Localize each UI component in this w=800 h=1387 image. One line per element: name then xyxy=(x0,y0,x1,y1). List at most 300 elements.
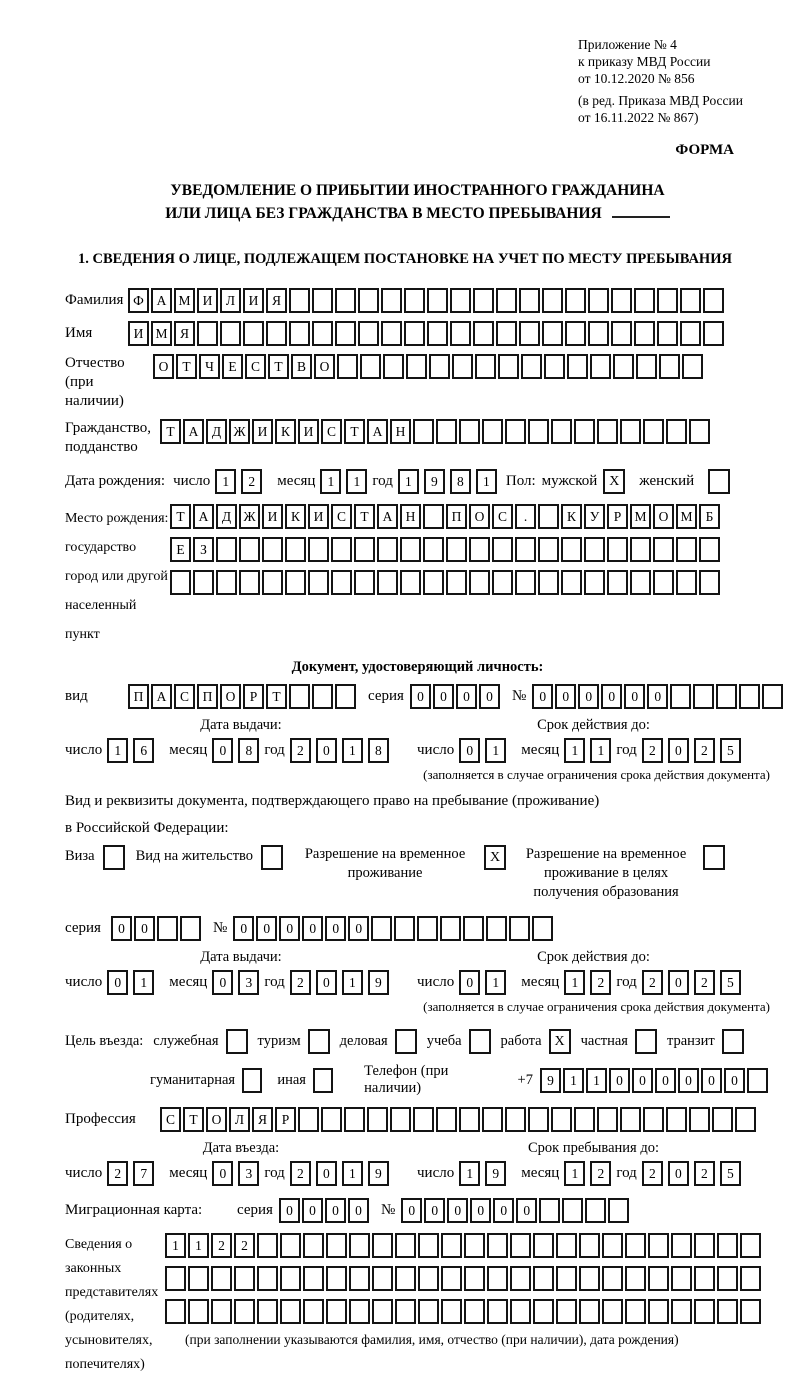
cell[interactable]: Т xyxy=(354,504,375,529)
cell[interactable] xyxy=(694,1299,715,1324)
cell[interactable]: 0 xyxy=(302,916,323,941)
cell[interactable]: Ж xyxy=(229,419,250,444)
cell[interactable] xyxy=(400,570,421,595)
cell[interactable]: 1 xyxy=(165,1233,186,1258)
cell[interactable] xyxy=(602,1266,623,1291)
cell[interactable] xyxy=(289,684,310,709)
cell[interactable]: 2 xyxy=(694,970,715,995)
cell[interactable] xyxy=(597,419,618,444)
purpose-work-checkbox[interactable]: X xyxy=(549,1029,571,1054)
cell[interactable]: 2 xyxy=(290,738,311,763)
cell[interactable]: К xyxy=(275,419,296,444)
sex-female-checkbox[interactable] xyxy=(708,469,730,494)
cell[interactable]: 2 xyxy=(234,1233,255,1258)
cell[interactable] xyxy=(608,1198,629,1223)
cell[interactable] xyxy=(440,916,461,941)
cell[interactable] xyxy=(740,1233,761,1258)
cell[interactable]: 0 xyxy=(609,1068,630,1093)
cell[interactable] xyxy=(188,1266,209,1291)
cell[interactable]: 1 xyxy=(563,1068,584,1093)
cell[interactable]: 0 xyxy=(456,684,477,709)
cell[interactable] xyxy=(533,1233,554,1258)
cell[interactable] xyxy=(528,1107,549,1132)
cell[interactable] xyxy=(193,570,214,595)
cell[interactable]: 1 xyxy=(342,738,363,763)
cell[interactable]: 1 xyxy=(564,1161,585,1186)
cell[interactable]: 0 xyxy=(279,916,300,941)
cell[interactable] xyxy=(349,1233,370,1258)
cell[interactable] xyxy=(354,537,375,562)
cell[interactable] xyxy=(331,570,352,595)
cell[interactable] xyxy=(562,1198,583,1223)
cell[interactable]: Т xyxy=(268,354,289,379)
cell[interactable]: Т xyxy=(266,684,287,709)
cell[interactable] xyxy=(243,321,264,346)
cell[interactable]: 1 xyxy=(107,738,128,763)
cell[interactable] xyxy=(561,570,582,595)
cell[interactable] xyxy=(280,1266,301,1291)
cell[interactable]: 1 xyxy=(590,738,611,763)
cell[interactable]: Ф xyxy=(128,288,149,313)
cell[interactable] xyxy=(418,1233,439,1258)
cell[interactable] xyxy=(377,570,398,595)
cell[interactable]: 2 xyxy=(590,1161,611,1186)
cell[interactable] xyxy=(427,321,448,346)
cell[interactable] xyxy=(551,419,572,444)
cell[interactable]: 1 xyxy=(459,1161,480,1186)
cell[interactable] xyxy=(285,570,306,595)
cell[interactable]: И xyxy=(298,419,319,444)
cell[interactable] xyxy=(308,537,329,562)
cell[interactable] xyxy=(565,288,586,313)
cell[interactable] xyxy=(395,1266,416,1291)
cell[interactable] xyxy=(289,288,310,313)
cell[interactable]: 2 xyxy=(642,970,663,995)
cell[interactable] xyxy=(643,419,664,444)
cell[interactable] xyxy=(657,321,678,346)
purpose-tourism-checkbox[interactable] xyxy=(308,1029,330,1054)
cell[interactable]: И xyxy=(262,504,283,529)
cell[interactable] xyxy=(337,354,358,379)
cell[interactable]: А xyxy=(151,288,172,313)
cell[interactable]: 0 xyxy=(256,916,277,941)
cell[interactable]: 0 xyxy=(459,738,480,763)
cell[interactable] xyxy=(331,537,352,562)
cell[interactable]: А xyxy=(367,419,388,444)
cell[interactable] xyxy=(335,684,356,709)
cell[interactable] xyxy=(157,916,178,941)
cell[interactable] xyxy=(170,570,191,595)
cell[interactable]: С xyxy=(174,684,195,709)
cell[interactable] xyxy=(404,288,425,313)
cell[interactable] xyxy=(394,916,415,941)
cell[interactable] xyxy=(475,354,496,379)
cell[interactable]: Е xyxy=(170,537,191,562)
cell[interactable]: 0 xyxy=(212,738,233,763)
cell[interactable] xyxy=(653,570,674,595)
cell[interactable]: З xyxy=(193,537,214,562)
cell[interactable]: 1 xyxy=(346,469,367,494)
cell[interactable]: 5 xyxy=(720,970,741,995)
cell[interactable] xyxy=(689,1107,710,1132)
cell[interactable] xyxy=(262,537,283,562)
cell[interactable]: 1 xyxy=(476,469,497,494)
cell[interactable]: 0 xyxy=(107,970,128,995)
cell[interactable] xyxy=(515,570,536,595)
cell[interactable] xyxy=(538,570,559,595)
cell[interactable] xyxy=(657,288,678,313)
cell[interactable]: С xyxy=(245,354,266,379)
cell[interactable]: 0 xyxy=(532,684,553,709)
cell[interactable]: 0 xyxy=(433,684,454,709)
cell[interactable] xyxy=(308,570,329,595)
cell[interactable] xyxy=(740,1266,761,1291)
cell[interactable] xyxy=(303,1233,324,1258)
cell[interactable]: 0 xyxy=(348,916,369,941)
cell[interactable] xyxy=(486,916,507,941)
cell[interactable] xyxy=(220,321,241,346)
cell[interactable] xyxy=(533,1266,554,1291)
cell[interactable] xyxy=(266,321,287,346)
cell[interactable] xyxy=(473,288,494,313)
cell[interactable] xyxy=(492,570,513,595)
cell[interactable] xyxy=(659,354,680,379)
cell[interactable]: 0 xyxy=(578,684,599,709)
cell[interactable] xyxy=(360,354,381,379)
cell[interactable] xyxy=(717,1266,738,1291)
cell[interactable]: А xyxy=(183,419,204,444)
cell[interactable] xyxy=(671,1266,692,1291)
purpose-humanitarian-checkbox[interactable] xyxy=(242,1068,262,1093)
cell[interactable]: 1 xyxy=(586,1068,607,1093)
cell[interactable]: 3 xyxy=(238,970,259,995)
cell[interactable] xyxy=(446,570,467,595)
cell[interactable] xyxy=(188,1299,209,1324)
cell[interactable] xyxy=(676,537,697,562)
cell[interactable] xyxy=(234,1299,255,1324)
cell[interactable] xyxy=(326,1299,347,1324)
cell[interactable] xyxy=(680,288,701,313)
cell[interactable] xyxy=(473,321,494,346)
cell[interactable]: 2 xyxy=(241,469,262,494)
cell[interactable]: 9 xyxy=(424,469,445,494)
cell[interactable] xyxy=(556,1299,577,1324)
cell[interactable] xyxy=(671,1299,692,1324)
cell[interactable] xyxy=(717,1299,738,1324)
cell[interactable] xyxy=(579,1233,600,1258)
cell[interactable]: 9 xyxy=(368,970,389,995)
cell[interactable] xyxy=(643,1107,664,1132)
sex-male-checkbox[interactable]: X xyxy=(603,469,625,494)
cell[interactable]: М xyxy=(676,504,697,529)
purpose-business-checkbox[interactable] xyxy=(395,1029,417,1054)
cell[interactable]: 5 xyxy=(720,1161,741,1186)
cell[interactable]: 1 xyxy=(564,970,585,995)
cell[interactable]: К xyxy=(285,504,306,529)
cell[interactable] xyxy=(165,1266,186,1291)
cell[interactable]: С xyxy=(160,1107,181,1132)
cell[interactable] xyxy=(620,419,641,444)
cell[interactable]: 0 xyxy=(233,916,254,941)
cell[interactable] xyxy=(538,504,559,529)
cell[interactable]: 0 xyxy=(212,1161,233,1186)
cell[interactable]: 0 xyxy=(493,1198,514,1223)
cell[interactable] xyxy=(620,1107,641,1132)
cell[interactable] xyxy=(418,1266,439,1291)
cell[interactable]: Д xyxy=(206,419,227,444)
cell[interactable]: И xyxy=(308,504,329,529)
cell[interactable]: О xyxy=(153,354,174,379)
cell[interactable] xyxy=(211,1266,232,1291)
cell[interactable]: Я xyxy=(266,288,287,313)
cell[interactable]: С xyxy=(492,504,513,529)
cell[interactable]: 0 xyxy=(479,684,500,709)
cell[interactable] xyxy=(670,684,691,709)
cell[interactable]: 1 xyxy=(133,970,154,995)
cell[interactable] xyxy=(395,1233,416,1258)
cell[interactable]: Т xyxy=(183,1107,204,1132)
cell[interactable]: 3 xyxy=(238,1161,259,1186)
cell[interactable]: 0 xyxy=(701,1068,722,1093)
cell[interactable]: 0 xyxy=(447,1198,468,1223)
cell[interactable] xyxy=(418,1299,439,1324)
cell[interactable]: У xyxy=(584,504,605,529)
cell[interactable] xyxy=(666,1107,687,1132)
cell[interactable] xyxy=(739,684,760,709)
cell[interactable] xyxy=(400,537,421,562)
cell[interactable]: Н xyxy=(390,419,411,444)
cell[interactable] xyxy=(579,1299,600,1324)
cell[interactable] xyxy=(459,1107,480,1132)
cell[interactable] xyxy=(335,321,356,346)
cell[interactable] xyxy=(740,1299,761,1324)
cell[interactable]: П xyxy=(128,684,149,709)
temp-residence-checkbox[interactable]: X xyxy=(484,845,506,870)
cell[interactable] xyxy=(519,288,540,313)
cell[interactable]: О xyxy=(220,684,241,709)
cell[interactable] xyxy=(417,916,438,941)
residence-permit-checkbox[interactable] xyxy=(261,845,283,870)
cell[interactable] xyxy=(312,321,333,346)
cell[interactable] xyxy=(335,288,356,313)
cell[interactable] xyxy=(469,537,490,562)
cell[interactable]: 9 xyxy=(540,1068,561,1093)
cell[interactable] xyxy=(463,916,484,941)
cell[interactable]: 0 xyxy=(316,970,337,995)
cell[interactable] xyxy=(257,1299,278,1324)
cell[interactable]: 1 xyxy=(485,970,506,995)
cell[interactable] xyxy=(406,354,427,379)
cell[interactable]: 2 xyxy=(642,1161,663,1186)
cell[interactable] xyxy=(712,1107,733,1132)
cell[interactable]: 0 xyxy=(601,684,622,709)
cell[interactable] xyxy=(544,354,565,379)
cell[interactable]: Т xyxy=(344,419,365,444)
cell[interactable]: 0 xyxy=(555,684,576,709)
purpose-private-checkbox[interactable] xyxy=(635,1029,657,1054)
cell[interactable]: 0 xyxy=(325,916,346,941)
cell[interactable] xyxy=(528,419,549,444)
cell[interactable]: 2 xyxy=(590,970,611,995)
cell[interactable]: Р xyxy=(607,504,628,529)
cell[interactable] xyxy=(611,321,632,346)
cell[interactable] xyxy=(735,1107,756,1132)
cell[interactable] xyxy=(565,321,586,346)
cell[interactable]: Р xyxy=(243,684,264,709)
cell[interactable] xyxy=(165,1299,186,1324)
cell[interactable] xyxy=(390,1107,411,1132)
cell[interactable] xyxy=(464,1266,485,1291)
cell[interactable] xyxy=(446,537,467,562)
cell[interactable]: А xyxy=(377,504,398,529)
cell[interactable] xyxy=(533,1299,554,1324)
cell[interactable] xyxy=(413,419,434,444)
cell[interactable] xyxy=(634,321,655,346)
cell[interactable]: О xyxy=(469,504,490,529)
cell[interactable]: С xyxy=(321,419,342,444)
cell[interactable] xyxy=(590,354,611,379)
cell[interactable]: В xyxy=(291,354,312,379)
cell[interactable] xyxy=(699,570,720,595)
cell[interactable]: 2 xyxy=(290,970,311,995)
cell[interactable] xyxy=(574,1107,595,1132)
cell[interactable]: Н xyxy=(400,504,421,529)
cell[interactable] xyxy=(648,1233,669,1258)
cell[interactable] xyxy=(703,321,724,346)
cell[interactable] xyxy=(452,354,473,379)
cell[interactable] xyxy=(464,1299,485,1324)
cell[interactable] xyxy=(694,1266,715,1291)
cell[interactable] xyxy=(519,321,540,346)
cell[interactable] xyxy=(381,288,402,313)
cell[interactable] xyxy=(423,504,444,529)
cell[interactable] xyxy=(510,1266,531,1291)
cell[interactable] xyxy=(648,1266,669,1291)
cell[interactable] xyxy=(634,288,655,313)
cell[interactable] xyxy=(464,1233,485,1258)
cell[interactable] xyxy=(372,1266,393,1291)
cell[interactable] xyxy=(505,1107,526,1132)
cell[interactable]: Т xyxy=(160,419,181,444)
cell[interactable]: 0 xyxy=(316,738,337,763)
cell[interactable] xyxy=(358,321,379,346)
cell[interactable] xyxy=(197,321,218,346)
cell[interactable]: 1 xyxy=(485,738,506,763)
cell[interactable]: 0 xyxy=(111,916,132,941)
cell[interactable] xyxy=(515,537,536,562)
cell[interactable]: 0 xyxy=(668,1161,689,1186)
cell[interactable] xyxy=(510,1299,531,1324)
cell[interactable] xyxy=(625,1299,646,1324)
cell[interactable]: Ч xyxy=(199,354,220,379)
cell[interactable]: А xyxy=(193,504,214,529)
cell[interactable]: Я xyxy=(174,321,195,346)
cell[interactable]: 2 xyxy=(211,1233,232,1258)
cell[interactable] xyxy=(496,288,517,313)
cell[interactable]: 0 xyxy=(316,1161,337,1186)
cell[interactable]: 1 xyxy=(342,1161,363,1186)
cell[interactable] xyxy=(312,288,333,313)
cell[interactable]: 0 xyxy=(470,1198,491,1223)
cell[interactable] xyxy=(234,1266,255,1291)
cell[interactable]: 8 xyxy=(450,469,471,494)
cell[interactable]: Л xyxy=(229,1107,250,1132)
cell[interactable] xyxy=(694,1233,715,1258)
cell[interactable] xyxy=(653,537,674,562)
cell[interactable]: 0 xyxy=(516,1198,537,1223)
cell[interactable]: Л xyxy=(220,288,241,313)
cell[interactable]: 2 xyxy=(290,1161,311,1186)
cell[interactable] xyxy=(574,419,595,444)
cell[interactable]: 0 xyxy=(401,1198,422,1223)
cell[interactable]: . xyxy=(515,504,536,529)
cell[interactable] xyxy=(630,570,651,595)
cell[interactable]: 0 xyxy=(459,970,480,995)
cell[interactable] xyxy=(492,537,513,562)
cell[interactable] xyxy=(427,288,448,313)
cell[interactable] xyxy=(551,1107,572,1132)
cell[interactable] xyxy=(636,354,657,379)
cell[interactable] xyxy=(567,354,588,379)
cell[interactable] xyxy=(539,1198,560,1223)
cell[interactable] xyxy=(561,537,582,562)
cell[interactable] xyxy=(699,537,720,562)
cell[interactable]: С xyxy=(331,504,352,529)
visa-checkbox[interactable] xyxy=(103,845,125,870)
cell[interactable] xyxy=(666,419,687,444)
cell[interactable]: 9 xyxy=(368,1161,389,1186)
cell[interactable] xyxy=(597,1107,618,1132)
cell[interactable] xyxy=(441,1266,462,1291)
cell[interactable] xyxy=(257,1233,278,1258)
cell[interactable]: 2 xyxy=(694,1161,715,1186)
cell[interactable] xyxy=(482,1107,503,1132)
cell[interactable] xyxy=(441,1233,462,1258)
cell[interactable] xyxy=(367,1107,388,1132)
purpose-study-checkbox[interactable] xyxy=(469,1029,491,1054)
cell[interactable]: 0 xyxy=(348,1198,369,1223)
cell[interactable]: Д xyxy=(216,504,237,529)
cell[interactable]: 0 xyxy=(678,1068,699,1093)
purpose-official-checkbox[interactable] xyxy=(226,1029,248,1054)
cell[interactable]: И xyxy=(243,288,264,313)
cell[interactable] xyxy=(607,570,628,595)
cell[interactable]: И xyxy=(252,419,273,444)
cell[interactable]: 1 xyxy=(215,469,236,494)
cell[interactable]: П xyxy=(446,504,467,529)
cell[interactable] xyxy=(216,570,237,595)
cell[interactable]: 0 xyxy=(279,1198,300,1223)
cell[interactable]: 0 xyxy=(724,1068,745,1093)
cell[interactable] xyxy=(450,321,471,346)
cell[interactable] xyxy=(588,321,609,346)
cell[interactable] xyxy=(703,288,724,313)
cell[interactable] xyxy=(239,570,260,595)
cell[interactable] xyxy=(285,537,306,562)
purpose-transit-checkbox[interactable] xyxy=(722,1029,744,1054)
cell[interactable]: 0 xyxy=(410,684,431,709)
cell[interactable] xyxy=(693,684,714,709)
cell[interactable] xyxy=(303,1299,324,1324)
cell[interactable]: 8 xyxy=(368,738,389,763)
cell[interactable] xyxy=(588,288,609,313)
cell[interactable] xyxy=(216,537,237,562)
cell[interactable]: 1 xyxy=(320,469,341,494)
cell[interactable] xyxy=(423,570,444,595)
cell[interactable] xyxy=(312,684,333,709)
cell[interactable] xyxy=(648,1299,669,1324)
cell[interactable] xyxy=(280,1233,301,1258)
